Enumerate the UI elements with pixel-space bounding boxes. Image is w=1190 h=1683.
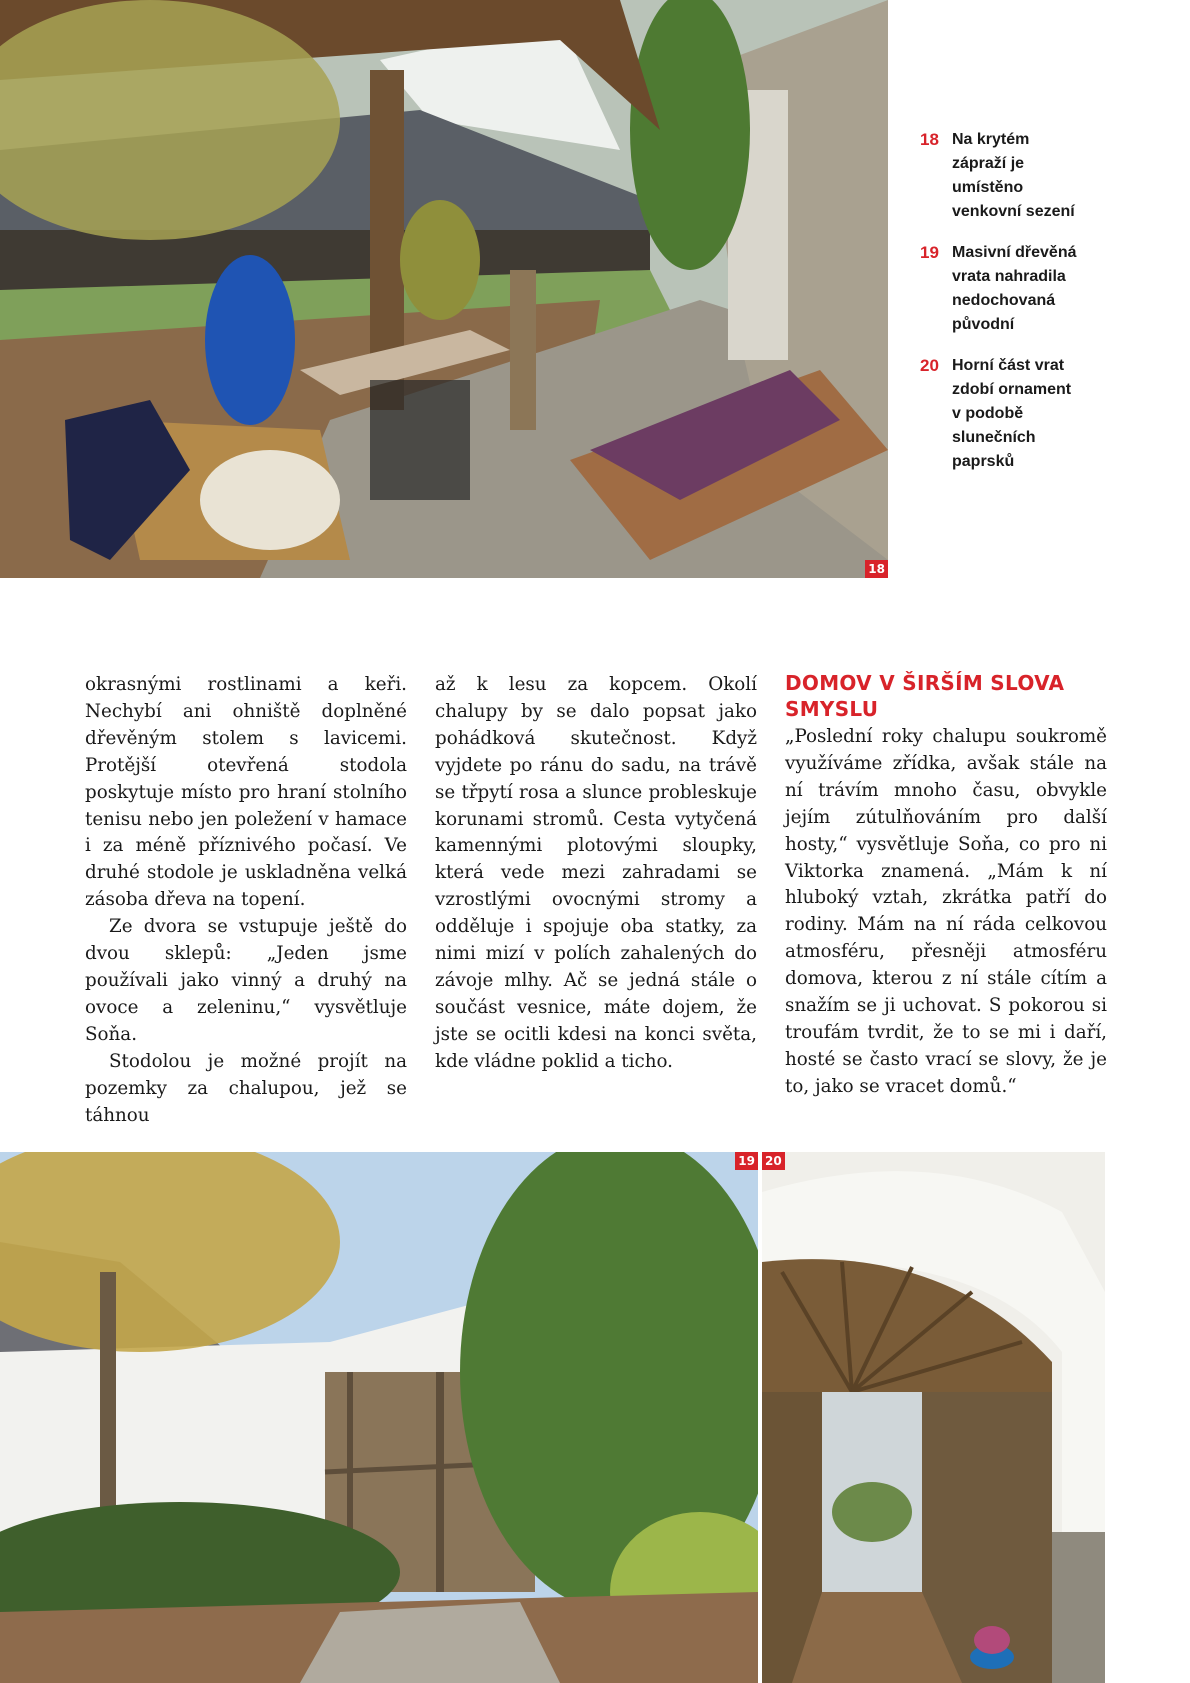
paragraph: okrasnými rostlinami a keři. Nechybí ani ohniště doplněné dřevěným stolem s lavicemi. Protější otevřená stodola poskytuje místo pro hraní stolního tenisu nebo jen poležení v hamace i za méně příznivého počasí. Ve druhé stodole je uskladněna velká zásoba dřeva na topení. (85, 674, 407, 911)
article-column-1 (85, 672, 407, 1129)
photo-captions (920, 128, 1170, 491)
caption-number: 20 (920, 356, 939, 375)
paragraph: „Poslední roky chalupu soukromě využíváme zřídka, avšak stále na ní trávím mnoho času, obvykle jejím zútulňováním pro další hosty,“ vysvětluje Soňa, co pro ni Viktorka znamená. „Mám k ní hluboký vztah, zkrátka patří do rodiny. Mám na ní ráda celkovou atmosféru, přesněji atmosféru domova, kterou z ní stále cítím a snažím se ji uchovat. S pokorou si troufám tvrdit, že to se mi i daří, hosté se často vrací se slovy, že je to, jako se vracet domů.“ (785, 726, 1107, 1097)
paragraph: až k lesu za kopcem. Okolí chalupy by se dalo popsat jako pohádková skutečnost. Když vyjdete po ránu do sadu, na trávě se třpytí rosa a slunce probleskuje korunami stromů. Cesta vytyčená kamennými plotovými sloupky, která vede mezi zahradami se vzrostlými ovocnými stromy a odděluje i spojuje oba statky, za nimi mizí v polích zahalených do závoje mlhy. Ač se jedná stále o součást vesnice, máte dojem, že jste se ocitli kdesi na konci světa, kde vládne poklid a ticho. (435, 674, 757, 1072)
caption-item (920, 354, 1170, 474)
photo-number-badge: 19 (735, 1152, 758, 1170)
gate-ornament-illustration (762, 1152, 1105, 1683)
photo-number-badge: 18 (865, 560, 888, 578)
article-column-2 (435, 672, 757, 1076)
photo-gate-ornament (762, 1152, 1105, 1683)
porch-illustration (0, 0, 888, 578)
photo-porch-seating (0, 0, 888, 578)
paragraph: Stodolou je možné projít na pozemky za chalupou, jež se táhnou (85, 1050, 407, 1126)
caption-text: Masivní dřevěná vrata nahradila nedochovaná původní (952, 244, 1077, 333)
caption-item (920, 241, 1170, 337)
paragraph: Ze dvora se vstupuje ještě do dvou sklepů: „Jeden jsme používali jako vinný a druhý na ovoce a zeleninu,“ vysvětluje Soňa. (85, 916, 407, 1045)
article-column-3 (785, 670, 1107, 1101)
caption-text: Na krytém zápraží je umístěno venkovní sezení (952, 131, 1075, 220)
caption-number: 19 (920, 243, 939, 262)
photo-number-badge: 20 (762, 1152, 785, 1170)
caption-number: 18 (920, 130, 939, 149)
caption-text: Horní část vrat zdobí ornament v podobě slunečních paprsků (952, 357, 1072, 470)
caption-item (920, 128, 1170, 224)
gate-illustration (0, 1152, 758, 1683)
photo-wooden-gate (0, 1152, 758, 1683)
section-heading: DOMOV V ŠIRŠÍM SLOVA SMYSLU (785, 671, 1065, 721)
